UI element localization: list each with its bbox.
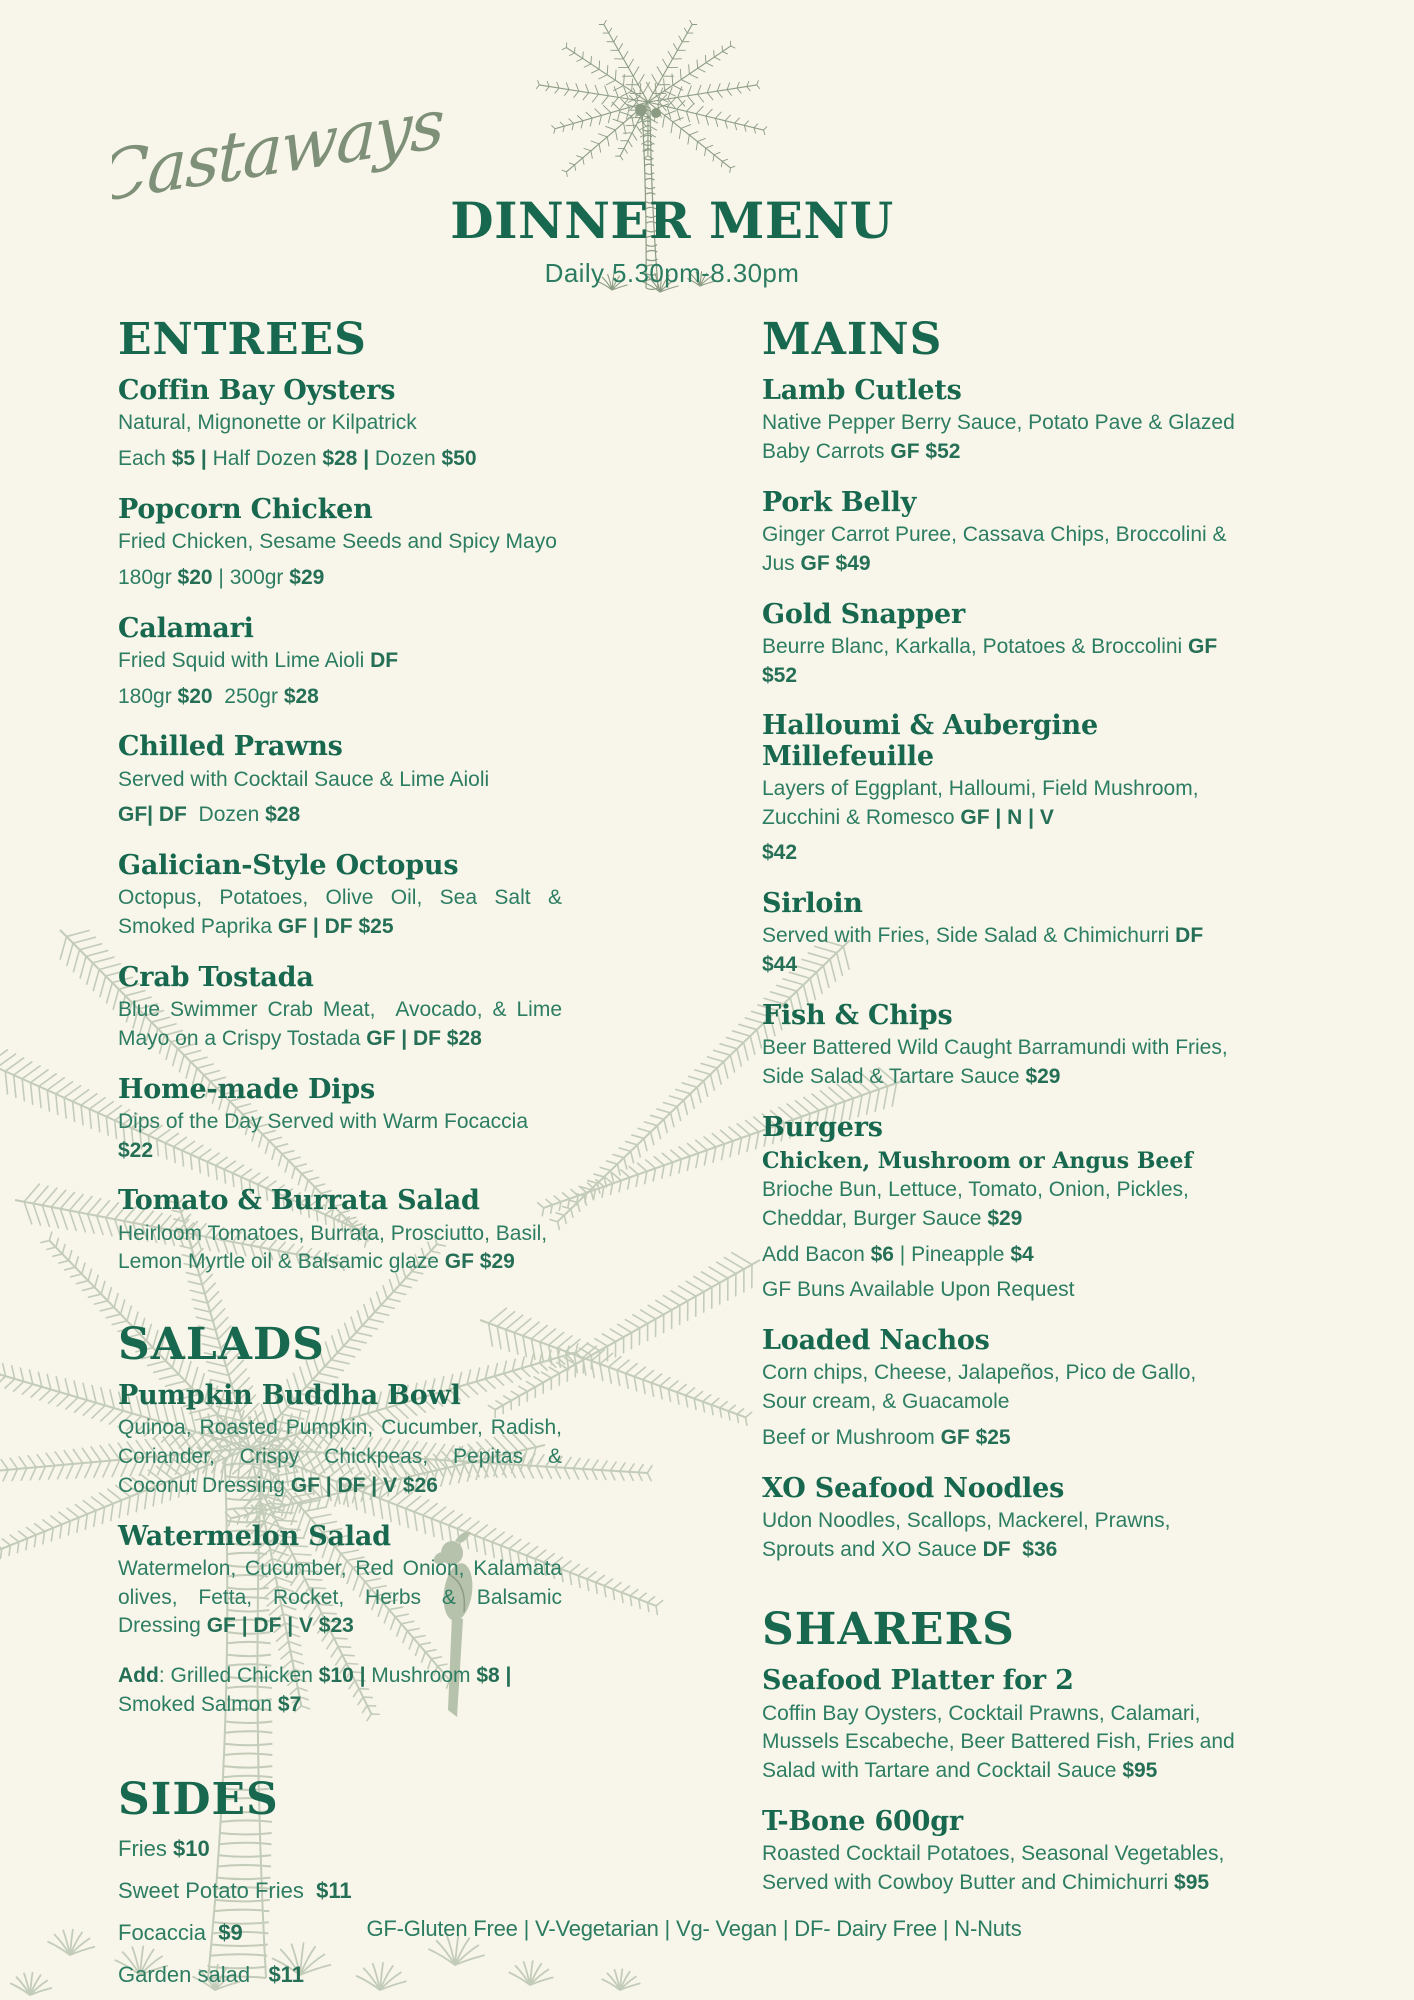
menu-section	[762, 1604, 1244, 1897]
item-description: Blue Swimmer Crab Meat, Avocado, & Lime Mayo on a Crispy Tostada GF | DF $28	[118, 998, 562, 1050]
menu-item	[762, 1001, 1244, 1092]
menu-item	[762, 1326, 1244, 1453]
item-description: Octopus, Potatoes, Olive Oil, Sea Salt & Smoked Paprika GF | DF $25	[118, 886, 562, 939]
menu-item	[762, 711, 1244, 868]
section-heading: ENTREES	[118, 314, 367, 365]
item-description: Served with Fries, Side Salad & Chimichurri DF $44	[762, 924, 1204, 977]
price-or-tag: GF | DF $28	[366, 1026, 482, 1050]
menu-item	[762, 1666, 1244, 1786]
price-or-tag: GF $52	[890, 440, 961, 463]
item-name: Tomato & Burrata Salad	[118, 1185, 480, 1217]
price-or-tag: GF | DF | V $23	[206, 1614, 354, 1638]
menu-section	[118, 1773, 562, 1991]
item-description: Layers of Eggplant, Halloumi, Field Mushroom, Zucchini & Romesco GF | N | V	[762, 776, 1199, 829]
item-name: Burgers	[762, 1111, 883, 1143]
masthead	[322, 191, 1022, 289]
item-description: 180gr $20 | 300gr $29	[118, 565, 325, 589]
item-description: Each $5 | Half Dozen $28 | Dozen $50	[118, 447, 477, 470]
item-name: Sirloin	[762, 888, 863, 920]
column-right	[762, 314, 1244, 1898]
item-name: Fish & Chips	[762, 999, 953, 1031]
item-description: Beef or Mushroom GF $25	[762, 1425, 1011, 1449]
item-description: Sweet Potato Fries $11	[118, 1877, 352, 1903]
menu-item	[762, 600, 1244, 691]
item-description: Udon Noodles, Scallops, Mackerel, Prawns, Sprouts and XO Sauce DF $36	[762, 1508, 1171, 1561]
item-name: T-Bone 600gr	[762, 1805, 963, 1837]
menu-section	[762, 314, 1244, 1564]
item-name: Halloumi & Aubergine Millefeuille	[762, 710, 1098, 772]
section-heading: SHARERS	[762, 1604, 1015, 1656]
menu-item	[118, 1522, 562, 1642]
section-heading: SALADS	[118, 1319, 325, 1371]
item-description: GF Buns Available Upon Request	[762, 1278, 1075, 1302]
item-description: Natural, Mignonette or Kilpatrick	[118, 411, 417, 435]
item-name: Crab Tostada	[118, 961, 314, 993]
item-name: Galician-Style Octopus	[118, 850, 459, 882]
item-description: Ginger Carrot Puree, Cassava Chips, Broccolini & Jus GF $49	[762, 523, 1227, 575]
price-or-tag: GF| DF	[118, 803, 187, 827]
menu-item	[118, 1876, 562, 1906]
item-description: Coffin Bay Oysters, Cocktail Prawns, Calamari, Mussels Escabeche, Beer Battered Fish, Fries and Salad with Tartare and Cocktail Sauce $95	[762, 1701, 1235, 1783]
price-or-tag: $28	[265, 803, 301, 827]
brand-logo-text: Castaways	[112, 83, 444, 219]
item-description: Add: Grilled Chicken $10 | Mushroom $8 | Smoked Salmon $7	[118, 1664, 512, 1716]
price-or-tag: DF	[370, 648, 399, 672]
menu-section	[118, 314, 562, 1277]
item-description: Corn chips, Cheese, Jalapeños, Pico de Gallo, Sour cream, & Guacamole	[762, 1361, 1197, 1414]
menu-item	[762, 488, 1244, 579]
price-or-tag: $11	[268, 1962, 304, 1988]
price-or-tag: $28 |	[322, 447, 375, 470]
price-or-tag: $8 |	[476, 1664, 512, 1688]
item-name: Home-made Dips	[118, 1073, 375, 1105]
item-description: Fried Chicken, Sesame Seeds and Spicy Mayo	[118, 530, 557, 553]
item-description: Brioche Bun, Lettuce, Tomato, Onion, Pickles, Cheddar, Burger Sauce $29	[762, 1178, 1189, 1230]
menu-item	[118, 963, 562, 1054]
item-name: XO Seafood Noodles	[762, 1472, 1065, 1504]
price-or-tag: GF $25	[940, 1425, 1011, 1449]
page-subtitle: Daily 5.30pm-8.30pm	[544, 258, 800, 288]
menu-item	[118, 1075, 562, 1166]
menu-item	[118, 1381, 562, 1501]
price-or-tag: $42	[762, 841, 798, 865]
item-description: Beer Battered Wild Caught Barramundi with Fries, Side Salad & Tartare Sauce $29	[762, 1036, 1228, 1088]
item-name: Calamari	[118, 612, 254, 644]
item-description: Focaccia $9	[118, 1919, 243, 1945]
item-name: Loaded Nachos	[762, 1325, 990, 1357]
price-or-tag: DF $44	[762, 924, 1204, 977]
menu-item	[762, 889, 1244, 980]
item-name: Pork Belly	[762, 486, 917, 518]
dietary-legend: GF-Gluten Free | V-Vegetarian | Vg- Vegan | DF- Dairy Free | N-Nuts	[366, 1916, 1022, 1941]
price-or-tag: $29	[289, 565, 325, 589]
menu-section	[118, 1319, 562, 1720]
menu-item	[118, 1960, 562, 1990]
item-name: Lamb Cutlets	[762, 375, 962, 406]
section-heading: MAINS	[762, 314, 943, 365]
price-or-tag: $4	[1010, 1242, 1034, 1266]
menu-item	[118, 376, 562, 474]
item-description: Watermelon, Cucumber, Red Onion, Kalamata olives, Fetta, Rocket, Herbs & Balsamic Dressing GF | DF | V $23	[118, 1556, 562, 1638]
price-or-tag: $20	[177, 565, 213, 589]
item-description: Heirloom Tomatoes, Burrata, Prosciutto, Basil, Lemon Myrtle oil & Balsamic glaze GF $29	[118, 1221, 548, 1274]
item-name: Seafood Platter for 2	[762, 1665, 1074, 1697]
column-left	[118, 314, 562, 1990]
price-or-tag: $29	[1025, 1064, 1061, 1088]
price-or-tag: $10 |	[318, 1664, 366, 1688]
item-name: Chilled Prawns	[118, 731, 343, 763]
price-or-tag: GF $52	[762, 634, 1218, 687]
item-description: Garden salad $11	[118, 1962, 304, 1988]
item-description: Fried Squid with Lime Aioli DF	[118, 648, 399, 672]
item-subname: Chicken, Mushroom or Angus Beef	[762, 1147, 1193, 1174]
price-or-tag: $29	[987, 1206, 1023, 1230]
menu-item	[118, 495, 562, 593]
item-name: Popcorn Chicken	[118, 493, 373, 525]
price-or-tag: $95	[1174, 1870, 1210, 1894]
item-description: Fries $10	[118, 1835, 210, 1861]
page-title: DINNER MENU	[450, 191, 894, 250]
item-description: Served with Cocktail Sauce & Lime Aioli	[118, 767, 490, 791]
item-description: Dips of the Day Served with Warm Focaccia $22	[118, 1109, 529, 1162]
item-description: Beurre Blanc, Karkalla, Potatoes & Broccolini GF $52	[762, 634, 1218, 687]
section-heading: SIDES	[118, 1773, 279, 1825]
price-or-tag: GF | DF | V $26	[290, 1473, 438, 1497]
menu-item	[118, 1186, 562, 1277]
price-or-tag: $9	[218, 1919, 243, 1945]
price-or-tag: GF | DF $25	[277, 915, 394, 939]
price-or-tag: $7	[277, 1692, 302, 1716]
item-name: Watermelon Salad	[118, 1520, 391, 1552]
menu-item	[118, 614, 562, 712]
item-description: Roasted Cocktail Potatoes, Seasonal Vegetables, Served with Cowboy Butter and Chimichurri $95	[762, 1842, 1225, 1894]
menu-item	[118, 1834, 562, 1864]
menu-item	[762, 376, 1244, 467]
menu-item	[762, 1474, 1244, 1565]
price-or-tag: $5 |	[171, 447, 213, 470]
item-description: Quinoa, Roasted Pumpkin, Cucumber, Radish, Coriander, Crispy Chickpeas, Pepitas & Coconut Dressing GF | DF | V $26	[118, 1416, 562, 1497]
price-or-tag: GF $49	[800, 551, 871, 575]
item-description	[762, 839, 1244, 868]
price-or-tag: $10	[173, 1835, 210, 1861]
menu-item	[762, 1807, 1244, 1898]
item-description: 180gr $20 250gr $28	[118, 684, 319, 708]
item-name: Coffin Bay Oysters	[118, 375, 396, 406]
menu-item	[118, 732, 562, 830]
price-or-tag: GF | N | V	[960, 805, 1054, 829]
item-description: Add Bacon $6 | Pineapple $4	[762, 1242, 1034, 1266]
price-or-tag: GF $29	[444, 1250, 515, 1274]
item-description: GF| DF Dozen $28	[118, 803, 301, 827]
item-name: Pumpkin Buddha Bowl	[118, 1380, 461, 1412]
price-or-tag: $22	[118, 1138, 154, 1162]
menu-item	[762, 1113, 1244, 1305]
price-or-tag: $50	[441, 447, 477, 470]
price-or-tag: DF $36	[982, 1537, 1058, 1561]
price-or-tag: $28	[283, 684, 319, 708]
price-or-tag: $11	[316, 1877, 352, 1903]
menu-item	[118, 851, 562, 942]
item-name: Gold Snapper	[762, 598, 965, 630]
menu-item	[118, 1662, 562, 1720]
price-or-tag: $95	[1122, 1759, 1158, 1783]
price-or-tag: $6	[870, 1242, 894, 1266]
item-description: Native Pepper Berry Sauce, Potato Pave & Glazed Baby Carrots GF $52	[762, 411, 1235, 463]
price-or-tag: $20	[177, 684, 213, 708]
price-or-tag: Add	[118, 1664, 159, 1688]
